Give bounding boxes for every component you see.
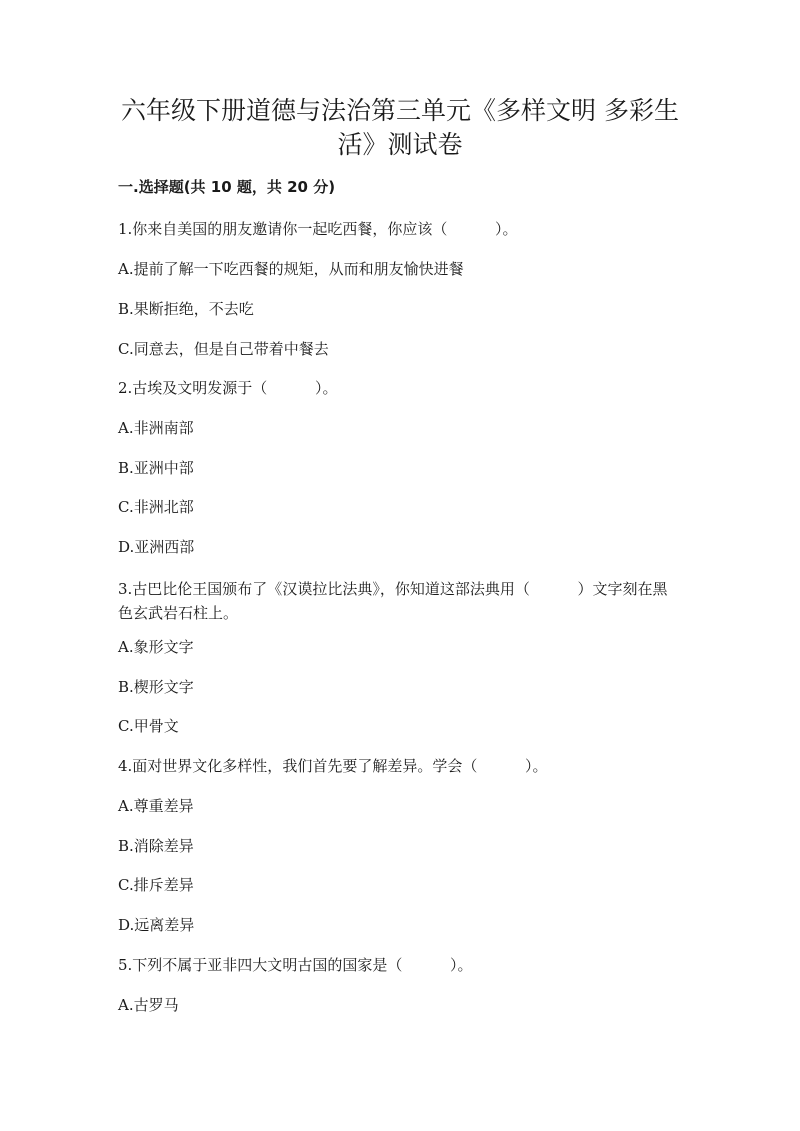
question-3-stem: 3.古巴比伦王国颁布了《汉谟拉比法典》，你知道这部法典用（ ）文字刻在黑色玄武岩石柱上。 <box>118 580 668 622</box>
question-3-option-a: A.象形文字 <box>118 638 194 656</box>
question-2-option-c: C.非洲北部 <box>118 498 194 516</box>
question-4-stem: 4.面对世界文化多样性，我们首先要了解差异。学会（ ）。 <box>118 757 548 775</box>
question-2-option-d: D.亚洲西部 <box>118 538 195 556</box>
question-5-option-a: A.古罗马 <box>118 996 179 1014</box>
question-3-option-b: B.楔形文字 <box>118 678 194 696</box>
question-2-stem: 2.古埃及文明发源于（ ）。 <box>118 379 338 397</box>
question-1-option-c: C.同意去，但是自己带着中餐去 <box>118 340 329 358</box>
question-2-option-b: B.亚洲中部 <box>118 459 194 477</box>
section-header: 一.选择题(共 10 题，共 20 分) <box>118 178 336 196</box>
question-4-option-a: A.尊重差异 <box>118 797 194 815</box>
question-1-stem: 1.你来自美国的朋友邀请你一起吃西餐，你应该（ ）。 <box>118 220 518 238</box>
exam-title: 六年级下册道德与法治第三单元《多样文明 多彩生活》测试卷 <box>121 96 679 159</box>
question-1-option-a: A.提前了解一下吃西餐的规矩，从而和朋友愉快进餐 <box>118 260 464 278</box>
question-1-option-b: B.果断拒绝，不去吃 <box>118 300 254 318</box>
question-5-stem: 5.下列不属于亚非四大文明古国的国家是（ ）。 <box>118 956 473 974</box>
question-4-option-b: B.消除差异 <box>118 837 194 855</box>
question-4-option-c: C.排斥差异 <box>118 876 194 894</box>
question-2-option-a: A.非洲南部 <box>118 419 194 437</box>
question-4-option-d: D.远离差异 <box>118 916 195 934</box>
question-3-option-c: C.甲骨文 <box>118 717 179 735</box>
